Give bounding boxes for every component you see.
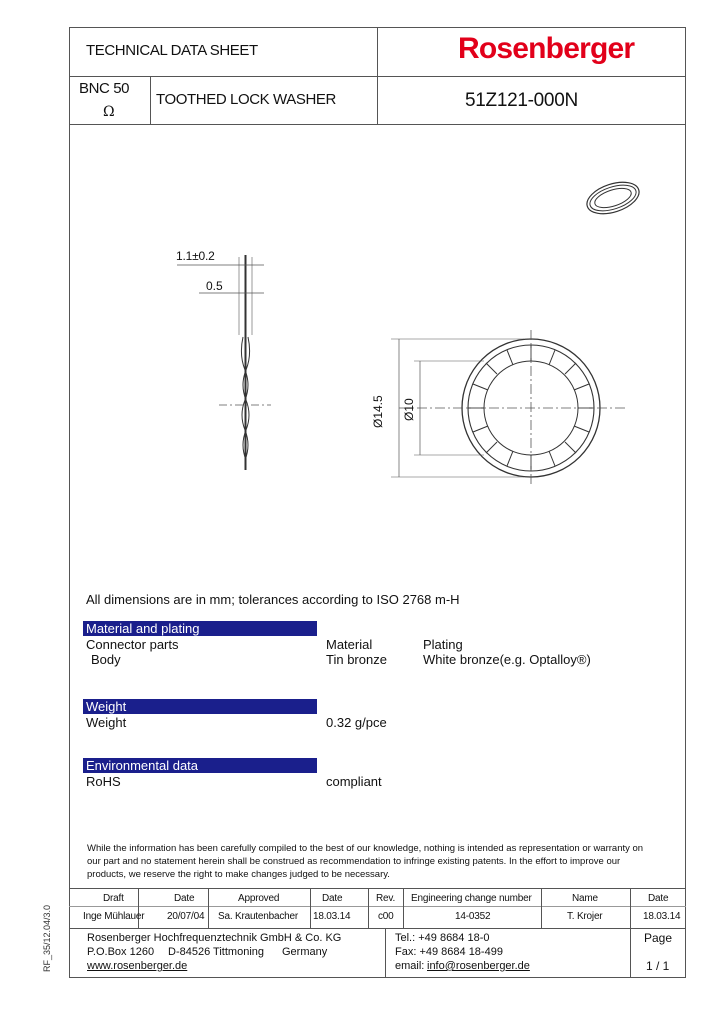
company-pobox: P.O.Box 1260 — [87, 946, 155, 958]
col-plating: Plating — [423, 637, 463, 652]
tb-name: T. Krojer — [567, 911, 603, 922]
dimensions-note: All dimensions are in mm; tolerances according to ISO 2768 m-H — [86, 592, 460, 607]
title-block-header-line — [69, 906, 686, 907]
dim-thickness-label: 1.1±0.2 — [176, 249, 215, 263]
tb-rev: c00 — [378, 911, 394, 922]
company-email-link[interactable]: info@rosenberger.de — [427, 960, 530, 972]
company-email-label: email: — [395, 960, 425, 972]
tb-h-date2: Date — [322, 893, 343, 904]
tb-h-name: Name — [572, 893, 598, 904]
tb-date1: 20/07/04 — [167, 911, 205, 922]
tb-v3 — [310, 888, 311, 928]
disclaimer-line-2: our part and no statement herein shall be construed as recommendation to infringe existing patents. In the effort to improve our — [87, 856, 621, 867]
environment-section-title: Environmental data — [83, 758, 317, 773]
company-city: D-84526 Tittmoning — [168, 946, 264, 958]
col-material: Material — [326, 637, 373, 652]
impedance-unit: Ω — [103, 104, 115, 120]
product-name: TOOTHED LOCK WASHER — [156, 91, 336, 108]
dim-outer-label: Ø14.5 — [371, 395, 385, 428]
weight-label: Weight — [86, 715, 127, 730]
tb-v7 — [630, 888, 631, 978]
company-tel: Tel.: +49 8684 18-0 — [395, 932, 490, 944]
tb-h-ecn: Engineering change number — [411, 893, 532, 904]
weight-section-title: Weight — [83, 699, 317, 714]
company-name: Rosenberger Hochfrequenztechnik GmbH & Co. KG — [87, 932, 342, 944]
col-connector-parts: Connector parts — [86, 637, 179, 652]
company-fax: Fax: +49 8684 18-499 — [395, 946, 503, 958]
technical-drawing — [69, 125, 686, 595]
tb-h-approved: Approved — [238, 893, 280, 904]
disclaimer-line-1: While the information has been carefully compiled to the best of our knowledge, nothing is intended as representation or warranty on — [87, 843, 644, 854]
tb-h-draft: Draft — [103, 893, 124, 904]
title-block-divider — [69, 928, 686, 929]
side-profile-view — [177, 255, 271, 470]
tb-v5 — [403, 888, 404, 928]
series-name: BNC 50 — [79, 80, 130, 97]
company-country: Germany — [282, 946, 328, 958]
material-section-title: Material and plating — [83, 621, 317, 636]
dim-inner-label: Ø10 — [402, 398, 416, 421]
tb-h-date1: Date — [174, 893, 195, 904]
tb-h-rev: Rev. — [376, 893, 396, 904]
tb-date3: 18.03.14 — [643, 911, 681, 922]
dim-sheet-label: 0.5 — [206, 279, 223, 293]
weight-value: 0.32 g/pce — [326, 715, 387, 730]
brand-logo: Rosenberger — [458, 32, 635, 65]
tb-v1 — [138, 888, 139, 928]
tb-ecn: 14-0352 — [455, 911, 491, 922]
rohs-value: compliant — [326, 774, 382, 789]
rohs-label: RoHS — [86, 774, 121, 789]
page-number: 1 / 1 — [646, 959, 670, 973]
row-plating: White bronze(e.g. Optalloy®) — [423, 652, 591, 667]
tb-h-date3: Date — [648, 893, 669, 904]
tb-v4 — [368, 888, 369, 928]
header-vertical-line — [377, 27, 378, 124]
tb-v6 — [541, 888, 542, 928]
disclaimer-line-3: products, we reserve the right to make changes judged to be necessary. — [87, 869, 390, 880]
form-code: RF_35/12.04/3.0 — [42, 904, 52, 972]
part-number: 51Z121-000N — [465, 90, 578, 111]
company-website-link[interactable]: www.rosenberger.de — [87, 960, 188, 972]
sheet-title: TECHNICAL DATA SHEET — [86, 42, 258, 59]
disclaimer — [87, 842, 685, 881]
tb-date2: 18.03.14 — [313, 911, 351, 922]
series-vertical-line — [150, 76, 151, 124]
tb-approved: Sa. Krautenbacher — [218, 911, 298, 922]
page-label: Page — [644, 931, 673, 945]
row-part: Body — [91, 652, 121, 667]
front-washer-view — [391, 330, 625, 487]
row-material: Tin bronze — [326, 652, 387, 667]
tb-v8 — [385, 928, 386, 978]
iso-washer-view — [583, 176, 643, 219]
tb-draft: Inge Mühlauer — [83, 911, 145, 922]
title-block-top — [69, 888, 686, 889]
tb-v2 — [208, 888, 209, 928]
